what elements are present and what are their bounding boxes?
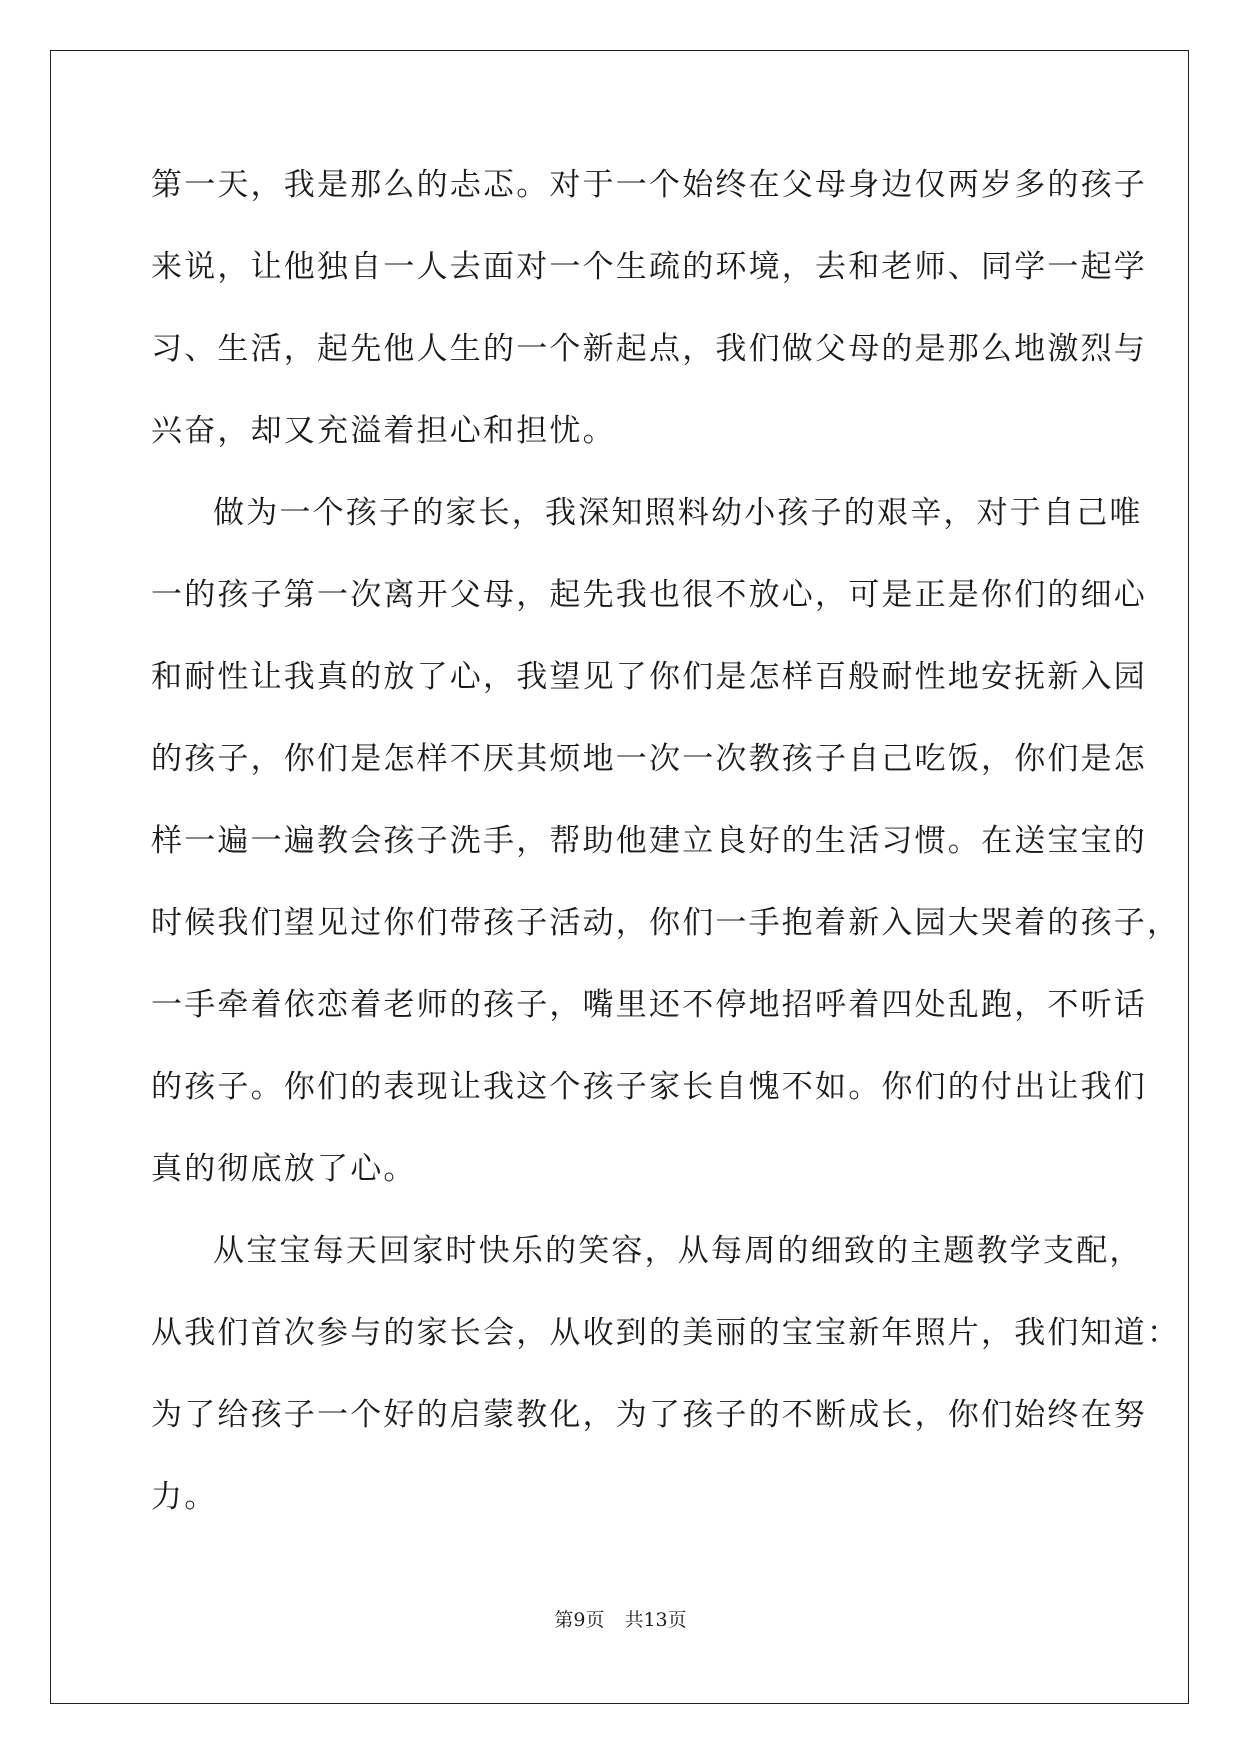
page-number-total: 共13页 bbox=[624, 1609, 687, 1631]
text-line: 习、生活，起先他人生的一个新起点，我们做父母的是那么地激烈与 bbox=[151, 331, 1147, 367]
text-line: 时候我们望见过你们带孩子活动，你们一手抱着新入园大哭着的孩子， bbox=[151, 905, 1181, 941]
text-line: 的孩子，你们是怎样不厌其烦地一次一次教孩子自己吃饭，你们是怎 bbox=[151, 741, 1147, 777]
text-line: 来说，让他独自一人去面对一个生疏的环境，去和老师、同学一起学 bbox=[151, 249, 1147, 285]
paragraph-start-line: 做为一个孩子的家长，我深知照料幼小孩子的艰辛，对于自己唯 bbox=[213, 495, 1143, 531]
text-line: 真的彻底放了心。 bbox=[151, 1151, 417, 1187]
page-footer bbox=[0, 1608, 1241, 1632]
text-line: 一手牵着依恋着老师的孩子，嘴里还不停地招呼着四处乱跑，不听话 bbox=[151, 987, 1147, 1023]
text-line: 一的孩子第一次离开父母，起先我也很不放心，可是正是你们的细心 bbox=[151, 577, 1147, 613]
text-line: 为了给孩子一个好的启蒙教化，为了孩子的不断成长，你们始终在努 bbox=[151, 1397, 1147, 1433]
text-line: 样一遍一遍教会孩子洗手，帮助他建立良好的生活习惯。在送宝宝的 bbox=[151, 823, 1147, 859]
page-number-current: 第9页 bbox=[554, 1609, 605, 1631]
text-line: 的孩子。你们的表现让我这个孩子家长自愧不如。你们的付出让我们 bbox=[151, 1069, 1147, 1105]
text-line: 从我们首次参与的家长会，从收到的美丽的宝宝新年照片，我们知道： bbox=[151, 1315, 1181, 1351]
text-line: 和耐性让我真的放了心，我望见了你们是怎样百般耐性地安抚新入园 bbox=[151, 659, 1147, 695]
paragraph-start-line: 从宝宝每天回家时快乐的笑容，从每周的细致的主题教学支配， bbox=[213, 1233, 1143, 1269]
text-line: 兴奋，却又充溢着担心和担忧。 bbox=[151, 413, 616, 449]
text-line: 力。 bbox=[151, 1479, 218, 1515]
text-line: 第一天，我是那么的忐忑。对于一个始终在父母身边仅两岁多的孩子 bbox=[151, 167, 1147, 203]
document-body bbox=[151, 160, 1181, 1554]
